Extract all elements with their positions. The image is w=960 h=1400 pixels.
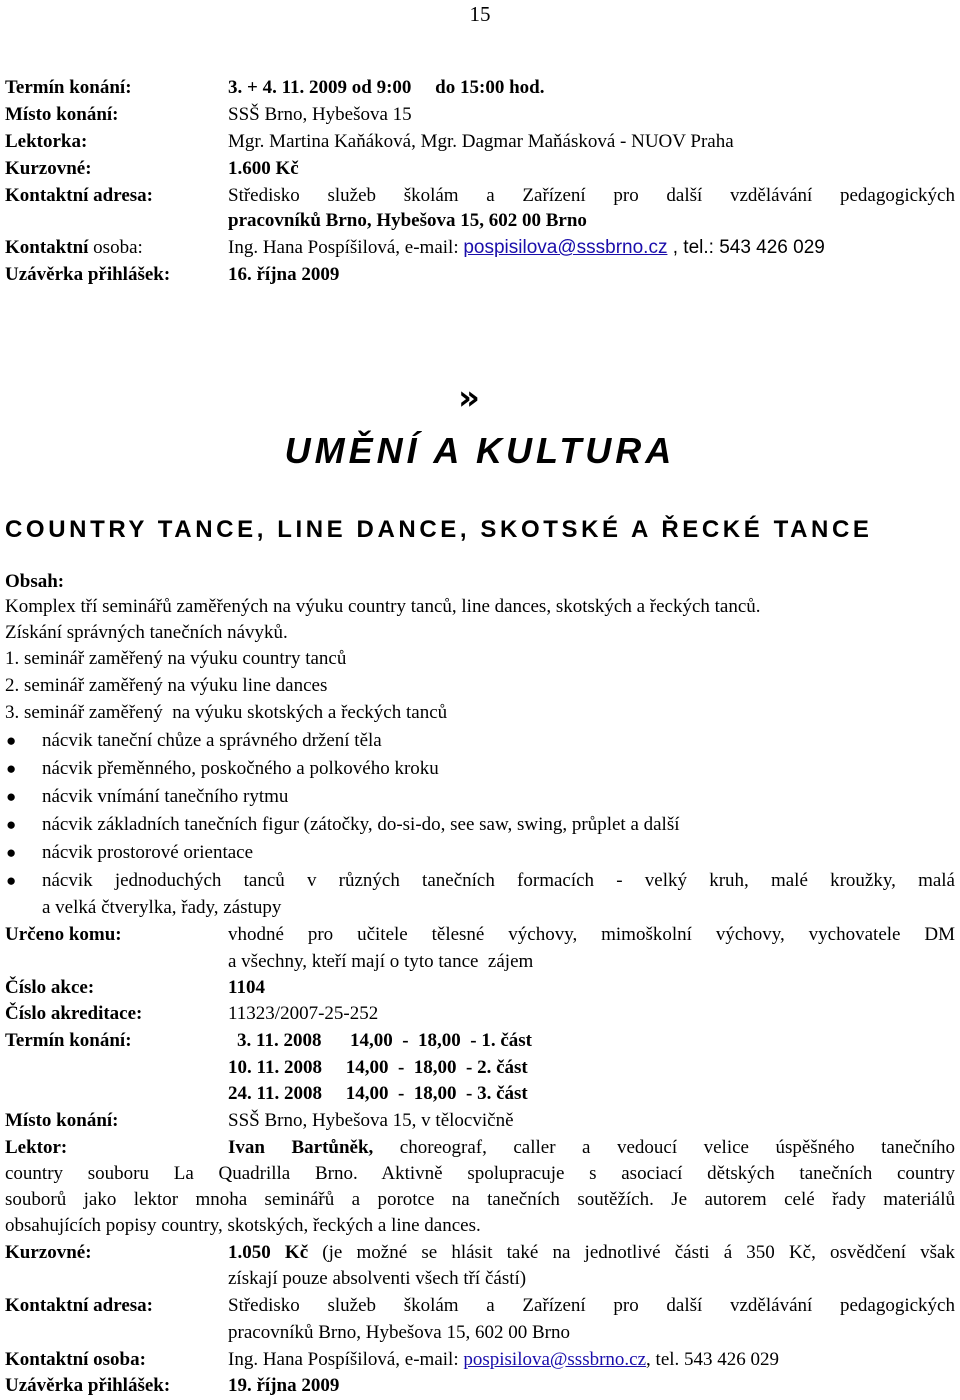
obsah-line: Získání správných tanečních návyků.: [5, 622, 288, 643]
urceno-label: Určeno komu:: [5, 924, 122, 945]
list-item: nácvik jednoduchých tanců v různých tanečních formacích - velký kruh, malé kroužky, malá: [42, 870, 955, 891]
list-item-continuation: a velká čtverylka, řady, zástupy: [42, 897, 282, 918]
section-title: UMĚNÍ A KULTURA: [284, 430, 676, 471]
adresa-label: Kontaktní adresa:: [5, 1295, 153, 1316]
adresa-line2: pracovníků Brno, Hybešova 15, 602 00 Brno: [228, 1322, 570, 1343]
lektor-name: Ivan Bartůněk,: [228, 1137, 374, 1158]
osoba-phone: , tel. 543 426 029: [646, 1349, 780, 1370]
osoba-label: Kontaktní osoba:: [5, 1349, 146, 1370]
adresa-line1: Středisko služeb školám a Zařízení pro další vzdělávání pedagogických: [228, 185, 955, 206]
obsah-line: 3. seminář zaměřený na výuku skotských a řeckých tanců: [5, 702, 448, 723]
uzaverka-value: 16. října 2009: [228, 264, 340, 285]
kurzovne-value: [228, 1241, 955, 1265]
kurzovne-note: (je možné se hlásit také na jednotlivé části á 350 Kč, osvědčení však: [308, 1242, 955, 1263]
kurzovne-price: 1.050 Kč: [228, 1242, 309, 1263]
lektor-bio-line: country souboru La Quadrilla Brno. Aktivně spolupracuje s asociací dětských tanečních country: [5, 1163, 955, 1184]
bullet-icon: ●: [6, 815, 17, 834]
list-item: nácvik taneční chůze a správného držení těla: [42, 730, 382, 751]
osoba-label-bold: Kontaktní: [5, 237, 89, 258]
page-number: 15: [469, 2, 491, 26]
osoba-value: [228, 1348, 779, 1372]
obsah-label: Obsah:: [5, 571, 65, 592]
lektorka-label: Lektorka:: [5, 131, 88, 152]
osoba-name: Ing. Hana Pospíšilová, e-mail:: [228, 1349, 464, 1370]
bullet-icon: ●: [6, 759, 17, 778]
uzaverka-label: Uzávěrka přihlášek:: [5, 264, 171, 285]
misto-value: SSŠ Brno, Hybešova 15, v tělocvičně: [228, 1110, 514, 1131]
lektor-desc: choreograf, caller a vedoucí velice úspěšného tanečního: [373, 1137, 955, 1158]
akreditace-value: 11323/2007-25-252: [228, 1003, 379, 1024]
kurzovne-line2: získají pouze absolventi všech tří částí): [228, 1268, 527, 1289]
osoba-phone: , tel.: 543 426 029: [667, 237, 825, 258]
list-item: nácvik vnímání tanečního rytmu: [42, 786, 289, 807]
email-link[interactable]: pospisilova@sssbrno.cz: [463, 1349, 647, 1370]
uzaverka-value: 19. října 2009: [228, 1375, 340, 1396]
termin-value: 3. + 4. 11. 2009 od 9:00 do 15:00 hod.: [228, 77, 545, 98]
bullet-icon: ●: [6, 871, 17, 890]
list-item: nácvik přeměnného, poskočného a polkového kroku: [42, 758, 439, 779]
bullet-icon: ●: [6, 843, 17, 862]
misto-value: SSŠ Brno, Hybešova 15: [228, 104, 412, 125]
list-item: nácvik základních tanečních figur (zátočky, do-si-do, see saw, swing, průplet a další: [42, 814, 680, 835]
obsah-line: 2. seminář zaměřený na výuku line dances: [5, 675, 328, 696]
osoba-value: [228, 236, 825, 260]
osoba-label-rest: osoba:: [88, 237, 143, 258]
section-arrow-icon: »: [458, 378, 480, 418]
course-title: COUNTRY TANCE, LINE DANCE, SKOTSKÉ A ŘECKÉ TANCE: [5, 516, 873, 543]
misto-label: Místo konání:: [5, 104, 119, 125]
urceno-line1: vhodné pro učitele tělesné výchovy, mimoškolní výchovy, vychovatele DM: [228, 924, 955, 945]
termin-row: 3. 11. 2008 14,00 - 18,00 - 1. část: [237, 1030, 533, 1051]
lektor-label: Lektor:: [5, 1137, 68, 1158]
osoba-name: Ing. Hana Pospíšilová, e-mail:: [228, 237, 464, 258]
obsah-line: 1. seminář zaměřený na výuku country tanců: [5, 648, 347, 669]
obsah-line: Komplex tří seminářů zaměřených na výuku country tanců, line dances, skotských a řeckých tanců.: [5, 596, 761, 617]
termin-row: 24. 11. 2008 14,00 - 18,00 - 3. část: [228, 1083, 528, 1104]
termin-row: 10. 11. 2008 14,00 - 18,00 - 2. část: [228, 1057, 528, 1078]
akreditace-label: Číslo akreditace:: [5, 1003, 143, 1024]
email-link[interactable]: pospisilova@sssbrno.cz: [463, 237, 668, 258]
list-item: nácvik prostorové orientace: [42, 842, 254, 863]
kurzovne-label: Kurzovné:: [5, 1242, 92, 1263]
adresa-line1: Středisko služeb školám a Zařízení pro další vzdělávání pedagogických: [228, 1295, 955, 1316]
urceno-line2: a všechny, kteří mají o tyto tance zájem: [228, 951, 534, 972]
misto-label: Místo konání:: [5, 1110, 119, 1131]
bullet-icon: ●: [6, 787, 17, 806]
osoba-label: [5, 236, 143, 260]
lektorka-value: Mgr. Martina Kaňáková, Mgr. Dagmar Maňásková - NUOV Praha: [228, 131, 734, 152]
lektor-bio-line: souborů jako lektor mnoha seminářů a porotce na tanečních soutěžích. Je autorem celé řady materiálů: [5, 1189, 955, 1210]
akce-value: 1104: [228, 977, 265, 998]
adresa-label: Kontaktní adresa:: [5, 185, 153, 206]
adresa-line2: pracovníků Brno, Hybešova 15, 602 00 Brno: [228, 210, 587, 231]
akce-label: Číslo akce:: [5, 977, 95, 998]
termin-label: Termín konání:: [5, 77, 132, 98]
termin-label: Termín konání:: [5, 1030, 132, 1051]
kurzovne-label: Kurzovné:: [5, 158, 92, 179]
lektor-line1: [228, 1136, 955, 1160]
bullet-icon: ●: [6, 731, 17, 750]
lektor-bio-line: obsahujících popisy country, skotských, řeckých a line dances.: [5, 1215, 481, 1236]
uzaverka-label: Uzávěrka přihlášek:: [5, 1375, 171, 1396]
kurzovne-value: 1.600 Kč: [228, 158, 299, 179]
